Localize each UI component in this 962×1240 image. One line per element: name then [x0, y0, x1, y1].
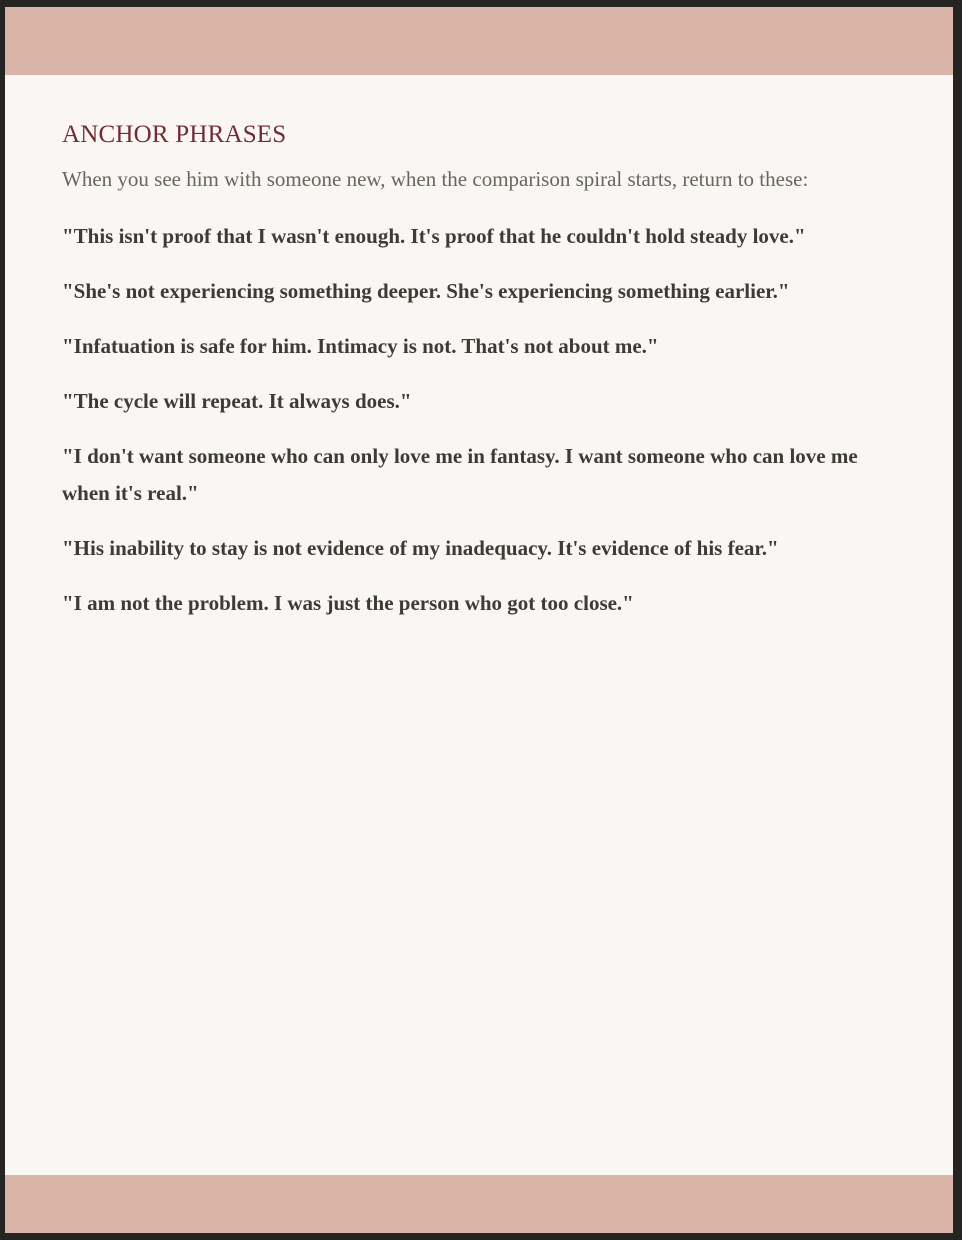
- section-title: ANCHOR PHRASES: [62, 121, 287, 148]
- anchor-phrase: "Infatuation is safe for him. Intimacy is not. That's not about me.": [62, 334, 659, 358]
- anchor-phrase: "This isn't proof that I wasn't enough. It's proof that he couldn't hold steady love.": [62, 224, 806, 248]
- header-band: [5, 7, 953, 75]
- anchor-phrase: "I am not the problem. I was just the person who got too close.": [62, 591, 634, 615]
- phrase-list: [62, 218, 902, 622]
- anchor-phrase: "I don't want someone who can only love me in fantasy. I want someone who can love me when it's real.": [62, 444, 858, 505]
- footer-band: [5, 1175, 953, 1233]
- anchor-phrase: "She's not experiencing something deeper. She's experiencing something earlier.": [62, 279, 790, 303]
- document-page: [5, 7, 953, 1233]
- anchor-phrase: "The cycle will repeat. It always does.": [62, 389, 412, 413]
- anchor-phrases-section: [62, 120, 902, 640]
- anchor-phrase: "His inability to stay is not evidence of my inadequacy. It's evidence of his fear.": [62, 536, 779, 560]
- section-intro: When you see him with someone new, when the comparison spiral starts, return to these:: [62, 167, 809, 191]
